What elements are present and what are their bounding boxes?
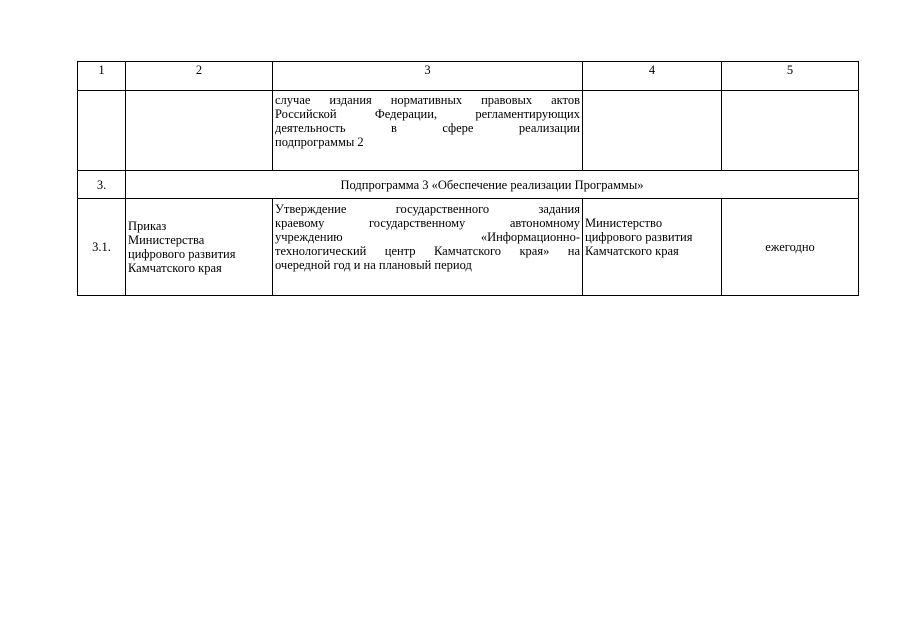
item-deadline-cell: ежегодно — [722, 199, 859, 296]
item-document-cell — [126, 199, 273, 296]
cell-empty — [126, 91, 273, 171]
table-row-continuation — [78, 91, 859, 171]
header-cell-4: 4 — [583, 62, 722, 91]
text-line: Министерство — [585, 216, 663, 230]
text-line: деятельность в сфере реализации — [275, 121, 580, 135]
table-row-item — [78, 199, 859, 296]
text-line: подпрограммы 2 — [275, 135, 364, 149]
text-line: цифрового развития — [585, 230, 693, 244]
cell-empty — [583, 91, 722, 171]
section-title: Подпрограмма 3 «Обеспечение реализации Программы» — [126, 171, 859, 199]
item-number: 3.1. — [78, 199, 126, 296]
text-line: очередной год и на плановый период — [275, 258, 472, 272]
text-line: Министерства — [128, 233, 205, 247]
text-line: Утверждение государственного задания — [275, 202, 580, 216]
header-cell-1: 1 — [78, 62, 126, 91]
text-line: Российской Федерации, регламентирующих — [275, 107, 580, 121]
text-line: случае издания нормативных правовых актов — [275, 93, 580, 107]
header-cell-2: 2 — [126, 62, 273, 91]
text-line: технологический центр Камчатского края» на — [275, 244, 580, 258]
header-cell-5: 5 — [722, 62, 859, 91]
cell-empty — [78, 91, 126, 171]
section-number: 3. — [78, 171, 126, 199]
text-line: Камчатского края — [585, 244, 679, 258]
continuation-text-cell — [273, 91, 583, 171]
table-header-row — [78, 62, 859, 91]
cell-empty — [722, 91, 859, 171]
table-row-section — [78, 171, 859, 199]
text-line: Камчатского края — [128, 261, 222, 275]
item-description-cell — [273, 199, 583, 296]
item-responsible-cell — [583, 199, 722, 296]
document-table — [77, 61, 859, 296]
text-line: цифрового развития — [128, 247, 236, 261]
header-cell-3: 3 — [273, 62, 583, 91]
text-line: учреждению «Информационно- — [275, 230, 580, 244]
text-line: краевому государственному автономному — [275, 216, 580, 230]
text-line: Приказ — [128, 219, 167, 233]
